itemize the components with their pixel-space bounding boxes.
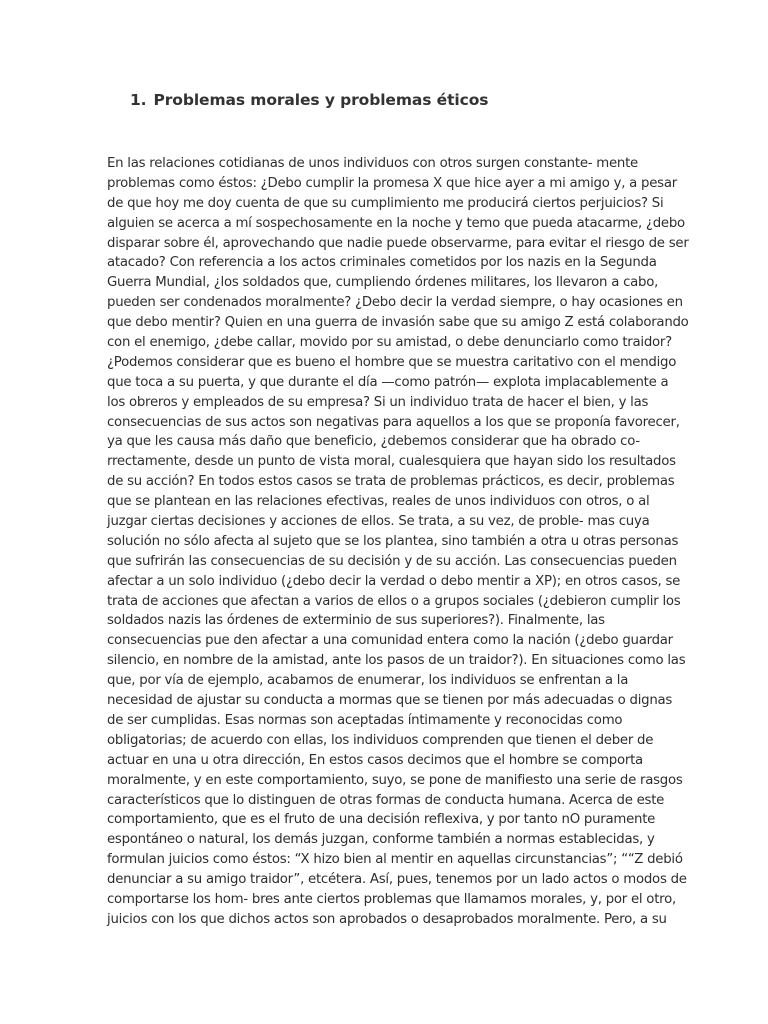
paragraph-line: consecuencias pue den afectar a una comunidad entera como la nación (¿debo guardar <box>107 633 673 649</box>
paragraph-line: ya que les causa más daño que beneficio, ¿debemos considerar que ha obrado co- <box>107 434 640 450</box>
paragraph-line: obligatorias; de acuerdo con ellas, los individuos comprenden que tienen el deber de <box>107 732 654 748</box>
paragraph-line: alguien se acerca a mí sospechosamente en la noche y temo que pueda atacarme, ¿debo <box>107 215 685 231</box>
paragraph-line: comportarse los hom- bres ante ciertos problemas que llamamos morales, y, por el otro, <box>107 891 676 907</box>
paragraph-line: solución no sólo afecta al sujeto que se los plantea, sino también a otra u otras personas <box>107 533 679 549</box>
paragraph-line: silencio, en nombre de la amistad, ante los pasos de un traidor?). En situaciones como las <box>107 653 686 669</box>
paragraph-line: que sufrirán las consecuencias de su decisión y de su acción. Las consecuencias pueden <box>107 553 677 569</box>
paragraph-line: atacado? Con referencia a los actos criminales cometidos por los nazis en la Segunda <box>107 255 657 271</box>
paragraph-line: ¿Podemos considerar que es bueno el hombre que se muestra caritativo con el mendigo <box>107 354 677 370</box>
paragraph-line: de que hoy me doy cuenta de que su cumplimiento me producirá ciertos perjuicios? Si <box>107 195 664 211</box>
paragraph-line: soldados nazis las órdenes de exterminio de sus superiores?). Finalmente, las <box>107 613 605 629</box>
paragraph-line: disparar sobre él, aprovechando que nadie puede observarme, para evitar el riesgo de ser <box>107 235 689 251</box>
paragraph-line: comportamiento, que es el fruto de una decisión reflexiva, y por tanto nO puramente <box>107 812 656 828</box>
paragraph-line: con el enemigo, ¿debe callar, movido por su amistad, o debe denunciarlo como traidor? <box>107 335 672 351</box>
paragraph-line: necesidad de ajustar su conducta a mormas que se tienen por más adecuadas o dignas <box>107 693 673 709</box>
paragraph-line: denunciar a su amigo traidor”, etcétera. Así, pues, tenemos por un lado actos o modos de <box>107 872 687 888</box>
paragraph-line: que debo mentir? Quien en una guerra de invasión sabe que su amigo Z está colaborando <box>107 315 689 331</box>
paragraph-line: de su acción? En todos estos casos se trata de problemas prácticos, es decir, problemas <box>107 474 675 490</box>
paragraph-line: En las relaciones cotidianas de unos individuos con otros surgen constante- mente <box>107 156 638 171</box>
paragraph-line: espontáneo o natural, los demás juzgan, conforme también a normas establecidas, y <box>107 832 655 848</box>
paragraph-line: formulan juicios como éstos: “X hizo bien al mentir en aquellas circunstancias”; ““Z debió <box>107 852 683 868</box>
paragraph-line: consecuencias de sus actos son negativas para aquellos a los que se proponía favorecer, <box>107 414 680 430</box>
paragraph-line: moralmente, y en este comportamiento, suyo, se pone de manifiesto una serie de rasgos <box>107 772 683 788</box>
paragraph-line: juzgar ciertas decisiones y acciones de ellos. Se trata, a su vez, de proble- mas cuya <box>107 514 650 530</box>
paragraph-line: problemas como éstos: ¿Debo cumplir la promesa X que hice ayer a mi amigo y, a pesar <box>107 175 677 191</box>
section-number: 1. <box>130 91 147 109</box>
section-title: Problemas morales y problemas éticos <box>153 91 489 109</box>
paragraph-line: afectar a un solo individuo (¿debo decir la verdad o debo mentir a XP); en otros casos, se <box>107 573 681 589</box>
paragraph-line: rrectamente, desde un punto de vista moral, cualesquiera que hayan sido los resultados <box>107 454 676 470</box>
body-paragraph <box>107 154 689 930</box>
paragraph-line: pueden ser condenados moralmente? ¿Debo decir la verdad siempre, o hay ocasiones en <box>107 295 683 311</box>
paragraph-line: de ser cumplidas. Esas normas son aceptadas íntimamente y reconocidas como <box>107 712 623 728</box>
section-heading <box>130 91 488 109</box>
paragraph-line: actuar en una u otra dirección, En estos casos decimos que el hombre se comporta <box>107 752 643 768</box>
paragraph-line: Guerra Mundial, ¿los soldados que, cumpliendo órdenes militares, los llevaron a cabo, <box>107 275 659 291</box>
paragraph-line: trata de acciones que afectan a varios de ellos o a grupos sociales (¿debieron cumplir los <box>107 593 681 609</box>
paragraph-line: que se plantean en las relaciones efectivas, reales de unos individuos con otros, o al <box>107 494 650 510</box>
paragraph-line: que, por vía de ejemplo, acabamos de enumerar, los individuos se enfrentan a la <box>107 673 629 689</box>
paragraph-line: juicios con los que dichos actos son aprobados o desaprobados moralmente. Pero, a su <box>107 911 667 927</box>
paragraph-line: que toca a su puerta, y que durante el día —como patrón— explota implacablemente a <box>107 374 669 390</box>
paragraph-line: característicos que lo distinguen de otras formas de conducta humana. Acerca de este <box>107 792 665 808</box>
paragraph-line: los obreros y empleados de su empresa? Si un individuo trata de hacer el bien, y las <box>107 394 649 410</box>
